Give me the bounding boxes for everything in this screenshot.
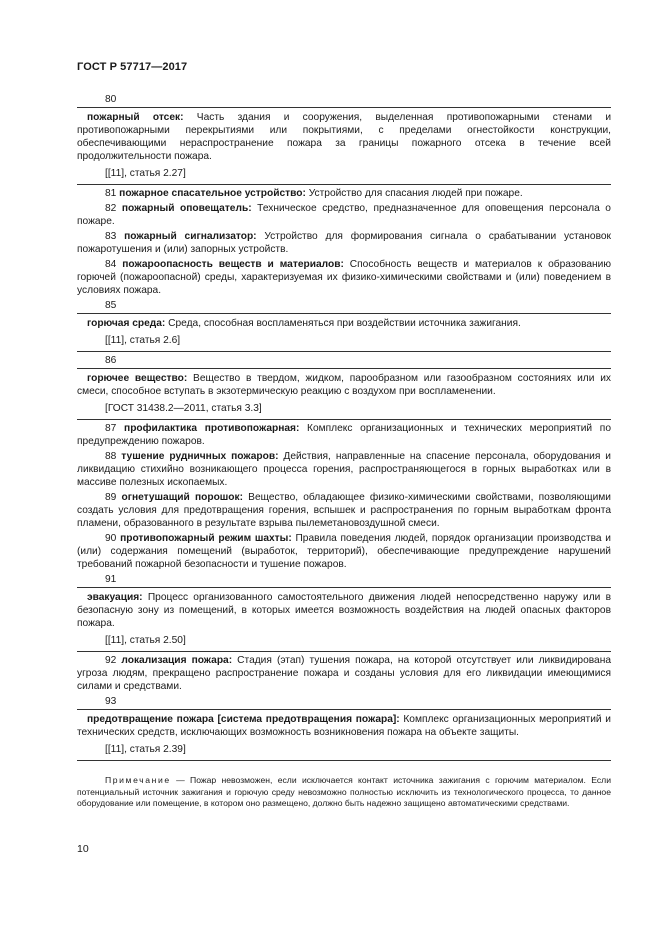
term-definition bbox=[77, 591, 611, 630]
page-number: 10 bbox=[77, 843, 89, 855]
term-entry bbox=[77, 187, 611, 200]
source-reference: [[11], статья 2.27] bbox=[105, 168, 186, 179]
term: профилактика противопожарная: bbox=[124, 423, 300, 434]
note-text: — Пожар невозможен, если исключается контакт источника зажигания с горючим материалом. Если потенциальный источник зажигания и горючую среду невозможно полностью исключить из технологического процесса, то данное оборудование или помещение, в котором оно размещено, должно быть надежно защищено автоматическими средствами. bbox=[77, 775, 611, 809]
definition: Комплекс организационных мероприятий и технических средств, исключающих возможность возникновения пожара на объекте защиты. bbox=[77, 714, 611, 738]
definition: Комплекс организационных и технических мероприятий по предупреждению пожаров. bbox=[77, 423, 611, 447]
entry-number: 89 bbox=[105, 492, 122, 503]
entry-number: 84 bbox=[105, 259, 123, 270]
term: пожарный оповещатель: bbox=[121, 203, 252, 214]
source-reference: [[11], статья 2.39] bbox=[105, 744, 186, 755]
term: горючее вещество: bbox=[87, 373, 188, 384]
definition: Устройство для спасания людей при пожаре. bbox=[305, 188, 523, 199]
definition: Процесс организованного самостоятельного движения людей непосредственно наружу или в безопасную зону из помещений, в которых имеется возможность воздействия на людей опасных факторов пожара. bbox=[77, 592, 611, 629]
term: пожарное спасательное устройство: bbox=[119, 188, 306, 199]
entry-number: 86 bbox=[105, 355, 117, 366]
definition: Правила поведения людей, порядок организации производства и (или) содержания помещений (выработок, территорий), обеспечивающие предупреждение нарушений требований пожарной безопасности и тушение пожаров. bbox=[77, 533, 611, 570]
entry-number: 93 bbox=[105, 696, 117, 707]
term-definition bbox=[77, 111, 611, 163]
definition: Среда, способная воспламеняться при воздействии источника зажигания. bbox=[165, 318, 521, 329]
term-box bbox=[77, 587, 611, 652]
entry-number: 92 bbox=[105, 655, 122, 666]
definition: Вещество, обладающее физико-химическими свойствами, позволяющими создать условия для предотвращения горения, вспышек и распространения по горным выработкам фронта пламени, образованного в результате взрыва пылеметановоздушной смеси. bbox=[77, 492, 611, 529]
definition: Техническое средство, предназначенное для оповещения персонала о пожаре. bbox=[77, 203, 611, 227]
definition: Устройство для формирования сигнала о срабатывании установок пожаротушения и (или) запорных устройств. bbox=[77, 231, 611, 255]
term: тушение рудничных пожаров: bbox=[121, 451, 279, 462]
entry-number: 85 bbox=[105, 300, 117, 311]
term-box bbox=[77, 709, 611, 761]
note-label: Примечание bbox=[105, 775, 171, 785]
entry-number: 91 bbox=[105, 574, 117, 585]
term-definition bbox=[77, 713, 611, 739]
term-entry bbox=[77, 422, 611, 448]
term: противопожарный режим шахты: bbox=[120, 533, 292, 544]
source-reference: [ГОСТ 31438.2—2011, статья 3.3] bbox=[105, 403, 262, 414]
term: пожарный сигнализатор: bbox=[124, 231, 257, 242]
term-box bbox=[77, 368, 611, 420]
definition: Вещество в твердом, жидком, парообразном или газообразном состояниях или их смеси, способное вступать в экзотермическую реакцию с воздухом при воспламенении. bbox=[77, 373, 611, 397]
term-definition bbox=[77, 372, 611, 398]
term: горючая среда: bbox=[87, 318, 166, 329]
term-entry bbox=[77, 532, 611, 571]
term: пожарный отсек: bbox=[87, 112, 184, 123]
document-body bbox=[77, 91, 611, 810]
term: пожароопасность веществ и материалов: bbox=[122, 259, 344, 270]
definition: Стадия (этап) тушения пожара, на которой отсутствует или ликвидирована угроза людям, прекращено распространение пожара и созданы условия для его ликвидации имеющимися силами и средствами. bbox=[77, 655, 611, 692]
document-header: ГОСТ Р 57717—2017 bbox=[77, 61, 188, 73]
term: локализация пожара: bbox=[121, 655, 233, 666]
definition: Способность веществ и материалов к образованию горючей (пожароопасной) среды, характеризуемая их физико-химическими свойствами и (или) поведением в условиях пожара. bbox=[77, 259, 611, 296]
term-entry bbox=[77, 202, 611, 228]
source-reference: [[11], статья 2.50] bbox=[105, 635, 186, 646]
entry-number: 80 bbox=[105, 94, 117, 105]
entry-number: 88 bbox=[105, 451, 122, 462]
term-entry bbox=[77, 450, 611, 489]
entry-number: 81 bbox=[105, 188, 120, 199]
term: предотвращение пожара [система предотвращения пожара]: bbox=[87, 714, 400, 725]
term-box bbox=[77, 107, 611, 185]
term-entry bbox=[77, 230, 611, 256]
source-reference: [[11], статья 2.6] bbox=[105, 335, 181, 346]
term: эвакуация: bbox=[87, 592, 143, 603]
entry-number: 90 bbox=[105, 533, 121, 544]
note bbox=[77, 775, 611, 810]
entry-number: 83 bbox=[105, 231, 125, 242]
definition: Действия, направленные на спасение персонала, оборудования и ликвидацию стихийно возникающего процесса горения, распространяющегося в горных выработках или в массиве полезных ископаемых. bbox=[77, 451, 611, 488]
entry-number: 82 bbox=[105, 203, 122, 214]
entry-number: 87 bbox=[105, 423, 125, 434]
term: огнетушащий порошок: bbox=[121, 492, 243, 503]
term-entry bbox=[77, 491, 611, 530]
term-entry bbox=[77, 654, 611, 693]
definition: Часть здания и сооружения, выделенная противопожарными стенами и противопожарными перекрытиями или покрытиями, с пределами огнестойкости конструкции, обеспечивающими нераспространение пожара за границы пожарного отсека в течение всей продолжительности пожара. bbox=[77, 112, 612, 162]
term-entry bbox=[77, 258, 611, 297]
term-definition bbox=[77, 317, 611, 330]
term-box bbox=[77, 313, 611, 352]
